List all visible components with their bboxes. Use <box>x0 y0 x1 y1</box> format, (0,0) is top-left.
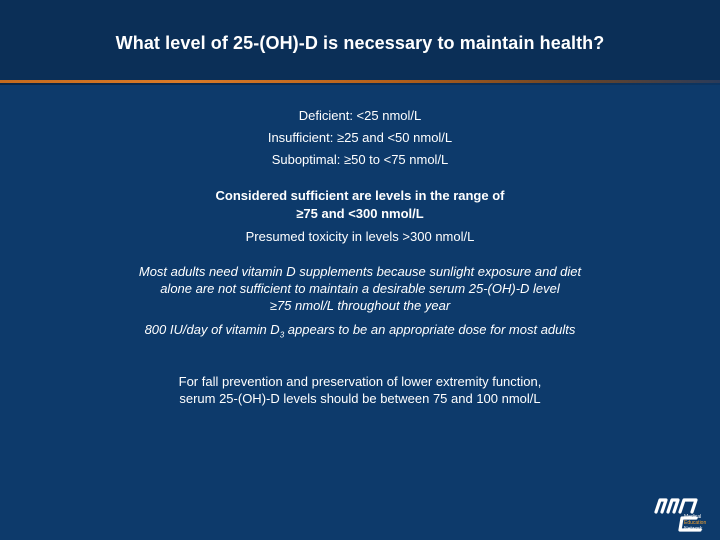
supplements-text-line2: alone are not sufficient to maintain a desirable serum 25-(OH)-D level <box>160 281 560 296</box>
sufficient-text-line1: Considered sufficient are levels in the range of <box>215 188 505 203</box>
title-divider-shadow <box>0 83 720 85</box>
fall-prevention-line2: serum 25-(OH)-D levels should be between 75 and 100 nmol/L <box>179 391 541 406</box>
range-suboptimal: Suboptimal: ≥50 to <75 nmol/L <box>271 152 449 167</box>
range-insufficient: Insufficient: ≥25 and <50 nmol/L <box>267 130 453 145</box>
logo-line-1: Medical <box>684 514 702 520</box>
dose-text-prefix: 800 IU/day of vitamin D <box>144 322 280 337</box>
supplements-text-line3: ≥75 nmol/L throughout the year <box>269 298 451 313</box>
supplements-text-line1: Most adults need vitamin D supplements because sunlight exposure and diet <box>138 264 582 279</box>
logo-line-2: Education <box>684 520 707 526</box>
fall-prevention-line1: For fall prevention and preservation of lower extremity function, <box>178 374 542 389</box>
network-logo-icon <box>652 496 714 534</box>
dose-text-suffix: appears to be an appropriate dose for most adults <box>284 322 576 337</box>
toxicity-text: Presumed toxicity in levels >300 nmol/L <box>245 229 475 244</box>
sufficient-text-line2: ≥75 and <300 nmol/L <box>296 206 424 221</box>
slide-title: What level of 25-(OH)-D is necessary to maintain health? <box>115 33 605 53</box>
dose-text-subscript: 3 <box>279 330 285 340</box>
range-deficient: Deficient: <25 nmol/L <box>298 108 422 123</box>
dose-text <box>0 322 720 344</box>
logo-line-3: Network <box>684 526 703 532</box>
